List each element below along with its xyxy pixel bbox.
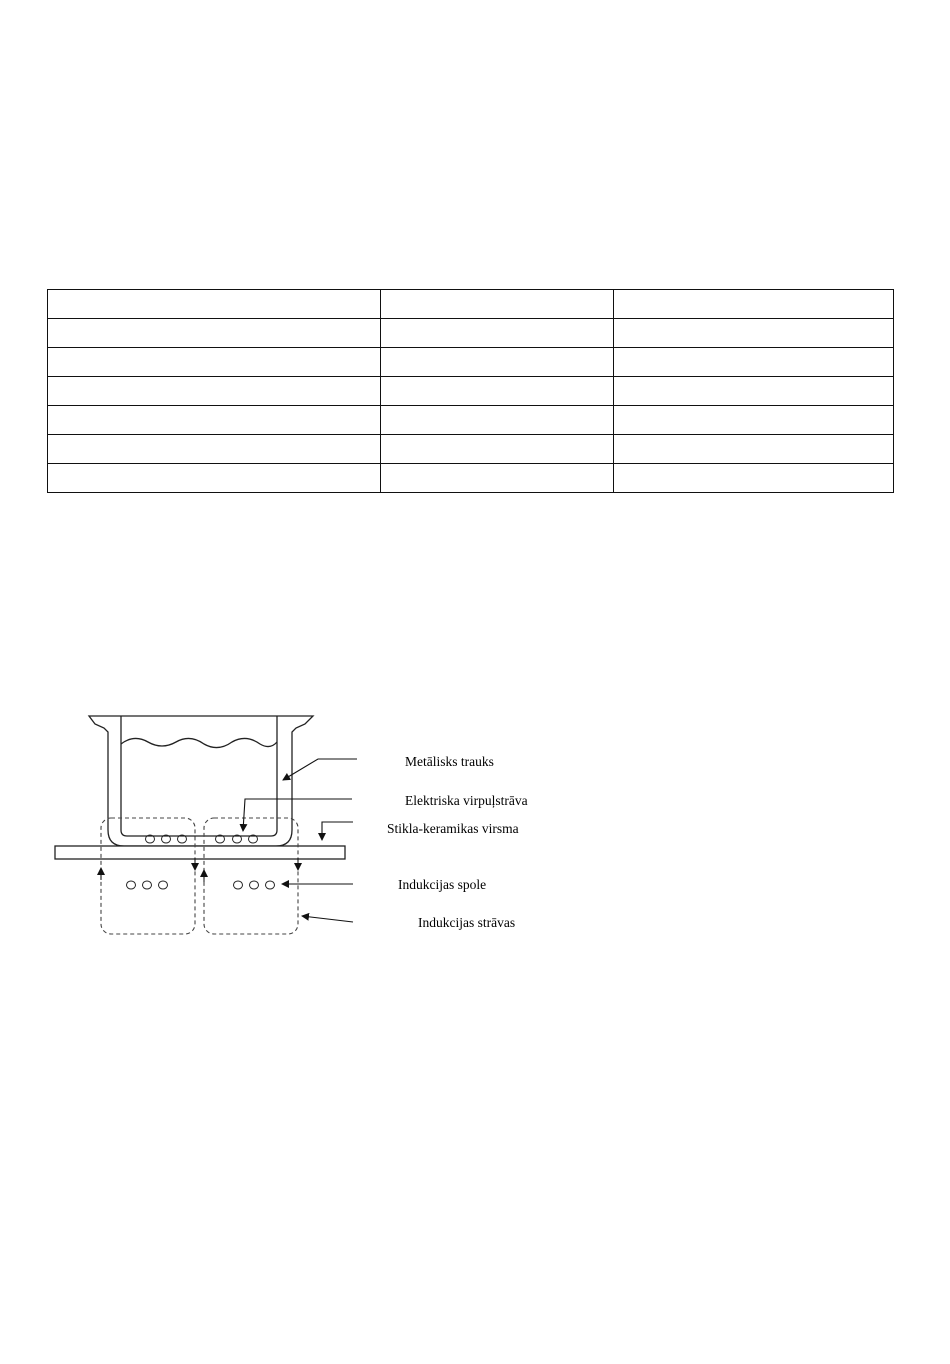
table-cell	[381, 290, 614, 319]
leader-lines	[243, 759, 357, 922]
table-cell	[614, 319, 894, 348]
table-cell	[48, 377, 381, 406]
label-induction-coil: Indukcijas spole	[398, 877, 487, 892]
table-cell	[381, 319, 614, 348]
label-metal-pot: Metālisks trauks	[405, 754, 494, 769]
table-cell	[48, 290, 381, 319]
table-row	[48, 290, 894, 319]
table-row	[48, 406, 894, 435]
table-cell	[48, 435, 381, 464]
table-cell	[614, 406, 894, 435]
induction-diagram	[0, 700, 950, 960]
glass-ceramic-plate	[55, 846, 345, 859]
label-glass-ceramic: Stikla-keramikas virsma	[387, 821, 519, 836]
table-cell	[614, 348, 894, 377]
table-cell	[381, 377, 614, 406]
metal-pot	[89, 716, 313, 846]
table-cell	[381, 406, 614, 435]
table-row	[48, 348, 894, 377]
induction-coil-circles	[127, 881, 275, 889]
table-row	[48, 377, 894, 406]
table-cell	[614, 435, 894, 464]
table-cell	[614, 464, 894, 493]
table-row	[48, 464, 894, 493]
table-cell	[48, 464, 381, 493]
label-eddy-current: Elektriska virpuļstrāva	[405, 793, 528, 808]
table-row	[48, 319, 894, 348]
table-row	[48, 435, 894, 464]
table-cell	[48, 348, 381, 377]
empty-table	[47, 289, 894, 493]
table-cell	[48, 319, 381, 348]
table-cell	[381, 464, 614, 493]
table-cell	[381, 435, 614, 464]
table-cell	[381, 348, 614, 377]
table-cell	[614, 290, 894, 319]
label-induction-currents: Indukcijas strāvas	[418, 915, 516, 930]
table-cell	[614, 377, 894, 406]
table-cell	[48, 406, 381, 435]
